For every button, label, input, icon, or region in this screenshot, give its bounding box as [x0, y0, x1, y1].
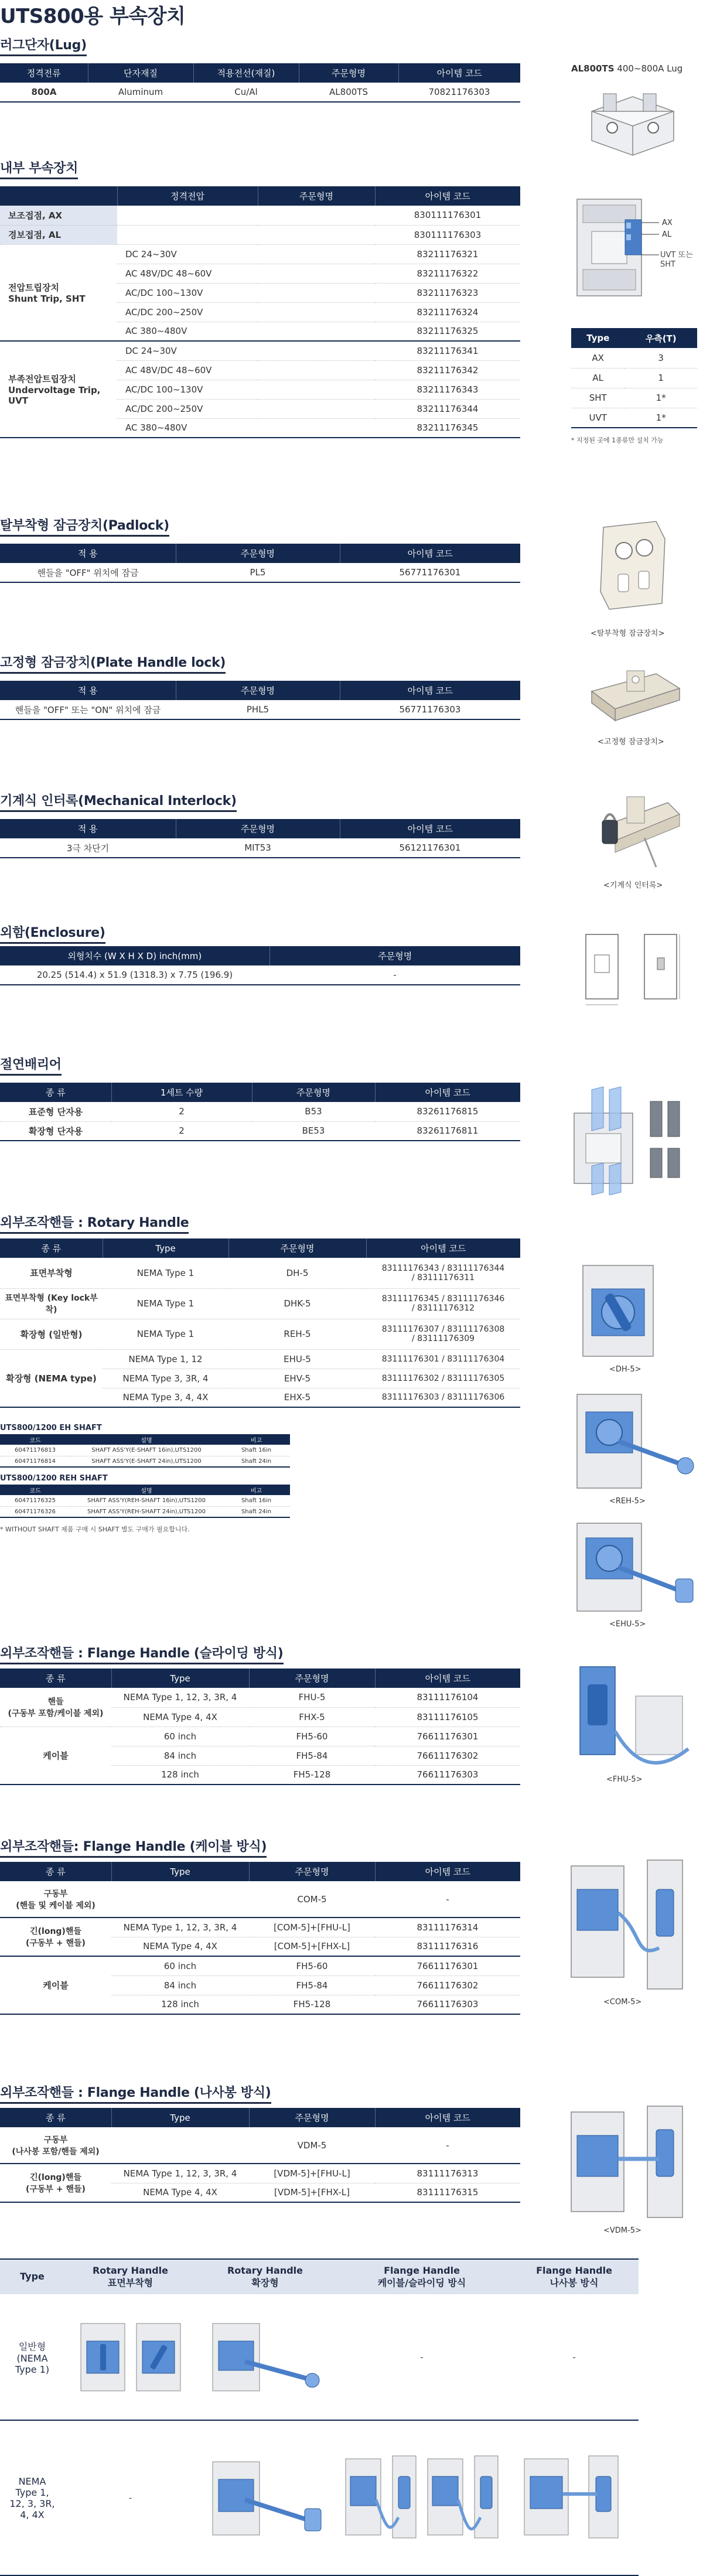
lug-cell: Aluminum: [88, 83, 193, 102]
flange-cable-cell: 60 inch: [111, 1956, 249, 1975]
internal-cell: 83211176343: [375, 380, 520, 399]
rotary-header: 주문형명: [228, 1238, 366, 1258]
interlock-cell: 3극 차단기: [0, 838, 176, 858]
rotary-cell: EHX-5: [228, 1388, 366, 1407]
internal-cell: AC 380~480V: [117, 418, 258, 438]
compare-header: Rotary Handle 표면부착형: [64, 2259, 196, 2294]
flange-screw-cell: NEMA Type 1, 12, 3, 3R, 4: [111, 2164, 249, 2183]
rotary-cell: EHU-5: [228, 1349, 366, 1369]
barrier-cell: 2: [111, 1102, 252, 1121]
rotary-cell: NEMA Type 3, 3R, 4: [103, 1369, 228, 1388]
flange-cable-header: 종 류: [0, 1862, 111, 1881]
flange-cable-table: [0, 1862, 520, 2015]
rotary-cell: NEMA Type 1: [103, 1319, 228, 1349]
compare-nema-illustration: [204, 2450, 327, 2544]
flange-slide-handle-label: 핸들 (구동부 포함/케이블 제외): [0, 1688, 111, 1727]
flange-cable-header: 주문형명: [249, 1862, 375, 1881]
flange-screw-cell: 83111176313: [375, 2164, 520, 2183]
flange-slide-cell: 84 inch: [111, 1746, 249, 1765]
rotary-header: 아이템 코드: [366, 1238, 520, 1258]
rotary-table: [0, 1238, 520, 1408]
reh-shaft-table: [0, 1485, 290, 1518]
fig-label-al: AL: [662, 230, 672, 239]
compare-header: Flange Handle 나사봉 방식: [510, 2259, 639, 2294]
page-title: UTS800용 부속장치: [0, 5, 186, 28]
flange-cable-cable-label: 케이블: [0, 1956, 111, 2014]
flange-slide-header: Type: [111, 1669, 249, 1688]
reh-shaft-cell: SHAFT ASS'Y(REH-SHAFT 24in),UTS1200: [70, 1506, 223, 1517]
fhu5-illustration: [571, 1661, 697, 1772]
ehu5-caption: <EHU-5>: [609, 1620, 646, 1629]
flange-screw-cell: 83111176315: [375, 2183, 520, 2202]
internal-table: [0, 186, 520, 438]
reh5-illustration: [571, 1388, 697, 1494]
rotary-cell: 표면부착형: [0, 1258, 103, 1288]
plate-section-title: 고정형 잠금장치(Plate Handle lock): [0, 653, 226, 674]
flange-cable-cell: [COM-5]+[FHU-L]: [249, 1918, 375, 1937]
flange-cable-cell: 84 inch: [111, 1975, 249, 1995]
internal-cell: AC/DC 200~250V: [117, 399, 258, 418]
internal-section-title: 내부 부속장치: [0, 158, 78, 179]
internal-al-label: 경보접점, AL: [0, 225, 117, 244]
fhu5-caption: <FHU-5>: [606, 1775, 643, 1784]
barrier-section-title: 절연배리어: [0, 1055, 62, 1076]
flange-cable-cell: FH5-60: [249, 1956, 375, 1975]
flange-screw-header: 종 류: [0, 2108, 111, 2127]
rotary-cell: DHK-5: [228, 1288, 366, 1319]
internal-cell: 83211176321: [375, 244, 520, 264]
compare-header: Type: [0, 2259, 64, 2294]
lug-cell: 800A: [0, 83, 88, 102]
lug-figure-caption: [571, 63, 682, 74]
padlock-cell: 핸들을 "OFF" 위치에 잠금: [0, 563, 176, 582]
flange-slide-cell: 76611176303: [375, 1765, 520, 1785]
flange-cable-cell: NEMA Type 4, 4X: [111, 1937, 249, 1956]
flange-screw-drive-label: 구동부 (나사봉 포함/핸들 제외): [0, 2127, 111, 2164]
eh-shaft-header: 설명: [70, 1434, 223, 1445]
interlock-header: 주문형명: [176, 819, 340, 838]
compare-surface-illustration: [72, 2315, 189, 2397]
padlock-header: 주문형명: [176, 544, 340, 563]
flange-cable-cell: 76611176303: [375, 1995, 520, 2014]
lug-figure-desc: 400~800A Lug: [617, 63, 683, 74]
flange-slide-cell: FH5-60: [249, 1727, 375, 1746]
interlock-cell: MIT53: [176, 838, 340, 858]
flange-screw-cell: [VDM-5]+[FHU-L]: [249, 2164, 375, 2183]
type-count-header: 우측(T): [624, 328, 697, 348]
eh-shaft-cell: Shaft 16in: [223, 1445, 290, 1456]
flange-slide-cable-label: 케이블: [0, 1727, 111, 1785]
rotary-cell: NEMA Type 1, 12: [103, 1349, 228, 1369]
compare-rotary-nema-cell: [196, 2420, 334, 2575]
reh-shaft-cell: Shaft 24in: [223, 1506, 290, 1517]
internal-cell: 83211176344: [375, 399, 520, 418]
flange-screw-cell: VDM-5: [249, 2127, 375, 2164]
shaft-note: * WITHOUT SHAFT 제품 구매 시 SHAFT 별도 구매가 필요합니다.: [0, 1526, 190, 1533]
lug-header: 정격전류: [0, 63, 88, 83]
flange-screw-cell: [VDM-5]+[FHX-L]: [249, 2183, 375, 2202]
rotary-cell: NEMA Type 1: [103, 1288, 228, 1319]
compare-header: Flange Handle 케이블/슬라이딩 방식: [334, 2259, 510, 2294]
interlock-header: 적 용: [0, 819, 176, 838]
compare-ext-illustration: [204, 2315, 327, 2397]
interlock-table: [0, 819, 520, 858]
interlock-section-title: 기계식 인터록(Mechanical Interlock): [0, 791, 237, 812]
internal-cell: AC/DC 100~130V: [117, 380, 258, 399]
barrier-header: 주문형명: [252, 1083, 375, 1102]
type-count-note: * 지정된 곳에 1종류만 설치 가능: [571, 436, 664, 444]
eh-shaft-cell: SHAFT ASS'Y(E-SHAFT 24in),UTS1200: [70, 1456, 223, 1467]
type-count-cell: 1: [624, 368, 697, 388]
reh5-caption: <REH-5>: [609, 1497, 646, 1506]
lug-cell: 70821176303: [398, 83, 520, 102]
interlock-illustration: [592, 785, 685, 873]
reh-shaft-header: 설명: [70, 1485, 223, 1495]
plate-cell: 핸들을 "OFF" 또는 "ON" 위치에 잠금: [0, 700, 176, 719]
eh-shaft-cell: SHAFT ASS'Y(E-SHAFT 16in),UTS1200: [70, 1445, 223, 1456]
internal-cell: AC 380~480V: [117, 322, 258, 341]
padlock-caption: <탈부착형 잠금장치>: [591, 629, 665, 638]
lug-table: [0, 63, 520, 103]
reh-shaft-header: 비고: [223, 1485, 290, 1495]
barrier-header: 종 류: [0, 1083, 111, 1102]
breaker-accessory-illustration: [571, 187, 694, 305]
internal-cell: AC 48V/DC 48~60V: [117, 264, 258, 283]
flange-cable-cell: FH5-84: [249, 1975, 375, 1995]
reh-shaft-cell: 60471176325: [0, 1495, 70, 1506]
lug-illustration: [580, 76, 685, 158]
type-count-cell: AL: [571, 368, 624, 388]
flange-slide-cell: 76611176301: [375, 1727, 520, 1746]
ehu5-illustration: [571, 1517, 697, 1617]
flange-cable-cell: NEMA Type 1, 12, 3, 3R, 4: [111, 1918, 249, 1937]
rotary-nema-label: 확장형 (NEMA type): [0, 1349, 103, 1407]
rotary-header: Type: [103, 1238, 228, 1258]
compare-dash: -: [510, 2294, 639, 2420]
rotary-cell: REH-5: [228, 1319, 366, 1349]
flange-slide-cell: 128 inch: [111, 1765, 249, 1785]
eh-shaft-header: 비고: [223, 1434, 290, 1445]
internal-cell: 83211176324: [375, 302, 520, 322]
barrier-cell: BE53: [252, 1121, 375, 1141]
handle-comparison-table: [0, 2258, 639, 2576]
flange-slide-cell: NEMA Type 1, 12, 3, 3R, 4: [111, 1688, 249, 1707]
type-count-table: [571, 328, 697, 428]
padlock-table: [0, 544, 520, 583]
padlock-header: 아이템 코드: [340, 544, 520, 563]
compare-header: Rotary Handle 확장형: [196, 2259, 334, 2294]
internal-cell: 83211176341: [375, 341, 520, 360]
flange-slide-header: 주문형명: [249, 1669, 375, 1688]
padlock-illustration: [592, 516, 674, 615]
flange-cable-cell: -: [375, 1881, 520, 1918]
internal-header: 주문형명: [258, 186, 375, 206]
internal-ax-label: 보조접점, AX: [0, 206, 117, 225]
padlock-cell: PL5: [176, 563, 340, 582]
type-count-cell: 3: [624, 348, 697, 368]
rotary-cell: EHV-5: [228, 1369, 366, 1388]
barrier-header: 1세트 수량: [111, 1083, 252, 1102]
rotary-cell: 표면부착형 (Key lock부착): [0, 1288, 103, 1319]
lug-header: 주문형명: [299, 63, 398, 83]
flange-slide-cell: FHU-5: [249, 1688, 375, 1707]
compare-flange-cable-illustration: [340, 2447, 504, 2547]
barrier-header: 아이템 코드: [375, 1083, 520, 1102]
flange-slide-cell: 60 inch: [111, 1727, 249, 1746]
internal-cell: 83211176342: [375, 360, 520, 380]
internal-ax-code: 830111176301: [375, 206, 520, 225]
flange-cable-cell: 128 inch: [111, 1995, 249, 2014]
flange-slide-cell: 76611176302: [375, 1746, 520, 1765]
flange-cable-header: Type: [111, 1862, 249, 1881]
internal-header: 아이템 코드: [375, 186, 520, 206]
rotary-header: 종 류: [0, 1238, 103, 1258]
plate-cell: PHL5: [176, 700, 340, 719]
internal-cell: AC/DC 200~250V: [117, 302, 258, 322]
plate-table: [0, 681, 520, 720]
interlock-cell: 56121176301: [340, 838, 520, 858]
internal-header: [0, 186, 117, 206]
type-count-cell: SHT: [571, 388, 624, 408]
flange-slide-cell: FH5-128: [249, 1765, 375, 1785]
type-count-cell: AX: [571, 348, 624, 368]
plate-header: 주문형명: [176, 681, 340, 700]
enclosure-table: [0, 946, 520, 985]
lug-header: 적용전선(재질): [193, 63, 299, 83]
internal-cell: AC/DC 100~130V: [117, 283, 258, 302]
barrier-cell: 83261176815: [375, 1102, 520, 1121]
fig-label-uvt-sht: UVT 또는 SHT: [660, 251, 693, 269]
fig-label-ax: AX: [662, 219, 673, 227]
flange-slide-cell: 83111176104: [375, 1688, 520, 1707]
flange-cable-cell: [COM-5]+[FHX-L]: [249, 1937, 375, 1956]
dh5-caption: <DH-5>: [609, 1365, 641, 1374]
dh5-illustration: [571, 1260, 688, 1362]
barrier-table: [0, 1083, 520, 1141]
internal-cell: AC 48V/DC 48~60V: [117, 360, 258, 380]
internal-header: 정격전압: [117, 186, 258, 206]
compare-row-label: 일반형 (NEMA Type 1): [0, 2294, 64, 2420]
flange-screw-cell: [111, 2127, 249, 2164]
compare-dash: -: [334, 2294, 510, 2420]
flange-slide-header: 아이템 코드: [375, 1669, 520, 1688]
flange-cable-section-title: 외부조작핸들: Flange Handle (케이블 방식): [0, 1837, 267, 1858]
lug-header: 아이템 코드: [398, 63, 520, 83]
plate-header: 적 용: [0, 681, 176, 700]
vdm5-caption: <VDM-5>: [603, 2226, 641, 2235]
plate-header: 아이템 코드: [340, 681, 520, 700]
flange-cable-cell: [111, 1881, 249, 1918]
com5-illustration: [565, 1854, 697, 1995]
flange-cable-cell: FH5-128: [249, 1995, 375, 2014]
type-count-cell: UVT: [571, 408, 624, 428]
plate-lock-illustration: [586, 662, 685, 726]
reh-shaft-cell: 60471176326: [0, 1506, 70, 1517]
flange-slide-header: 종 류: [0, 1669, 111, 1688]
enclosure-section-title: 외함(Enclosure): [0, 923, 105, 944]
eh-shaft-cell: Shaft 24in: [223, 1456, 290, 1467]
internal-uvt-label: 부족전압트립장치 Undervoltage Trip, UVT: [0, 341, 117, 438]
type-count-cell: 1*: [624, 408, 697, 428]
internal-cell: 83211176322: [375, 264, 520, 283]
enclosure-cell: 20.25 (514.4) x 51.9 (1318.3) x 7.75 (196.9): [0, 965, 269, 985]
eh-shaft-cell: 60471176814: [0, 1456, 70, 1467]
interlock-caption: <기계식 인터록>: [603, 881, 663, 890]
padlock-cell: 56771176301: [340, 563, 520, 582]
rotary-cell: NEMA Type 3, 4, 4X: [103, 1388, 228, 1407]
compare-rotary-ext-cell: [196, 2294, 334, 2420]
internal-al-code: 830111176303: [375, 225, 520, 244]
plate-cell: 56771176303: [340, 700, 520, 719]
compare-rotary-surface-cell: [64, 2294, 196, 2420]
rotary-cell: DH-5: [228, 1258, 366, 1288]
rotary-section-title: 외부조작핸들 : Rotary Handle: [0, 1213, 189, 1234]
type-count-cell: 1*: [624, 388, 697, 408]
internal-cell: 83211176345: [375, 418, 520, 438]
flange-slide-cell: NEMA Type 4, 4X: [111, 1707, 249, 1727]
reh-shaft-cell: SHAFT ASS'Y(REH-SHAFT 16in),UTS1200: [70, 1495, 223, 1506]
flange-cable-header: 아이템 코드: [375, 1862, 520, 1881]
flange-slide-table: [0, 1669, 520, 1785]
barrier-cell: B53: [252, 1102, 375, 1121]
enclosure-header: 주문형명: [269, 946, 520, 965]
lug-cell: AL800TS: [299, 83, 398, 102]
rotary-cell: 83111176302 / 83111176305: [366, 1369, 520, 1388]
flange-screw-section-title: 외부조작핸들 : Flange Handle (나사봉 방식): [0, 2083, 271, 2104]
flange-cable-cell: COM-5: [249, 1881, 375, 1918]
enclosure-header: 외형치수 (W X H X D) inch(mm): [0, 946, 269, 965]
lug-header: 단자재질: [88, 63, 193, 83]
padlock-section-title: 탈부착형 잠금장치(Padlock): [0, 516, 169, 537]
lug-figure-model: AL800TS: [571, 63, 615, 74]
rotary-cell: 83111176303 / 83111176306: [366, 1388, 520, 1407]
eh-shaft-table: [0, 1434, 290, 1468]
enclosure-cell: -: [269, 965, 520, 985]
flange-slide-cell: FHX-5: [249, 1707, 375, 1727]
reh-shaft-cell: Shaft 16in: [223, 1495, 290, 1506]
barrier-cell: 83261176811: [375, 1121, 520, 1141]
internal-cell: 83211176323: [375, 283, 520, 302]
flange-slide-cell: 83111176105: [375, 1707, 520, 1727]
flange-screw-header: 주문형명: [249, 2108, 375, 2127]
plate-caption: <고정형 잠금장치>: [598, 738, 664, 746]
interlock-header: 아이템 코드: [340, 819, 520, 838]
internal-cell: DC 24~30V: [117, 341, 258, 360]
barrier-cell: 확장형 단자용: [0, 1121, 111, 1141]
vdm5-illustration: [565, 2100, 697, 2226]
flange-cable-cell: 83111176314: [375, 1918, 520, 1937]
internal-cell: 83211176325: [375, 322, 520, 341]
padlock-header: 적 용: [0, 544, 176, 563]
barrier-cell: 2: [111, 1121, 252, 1141]
flange-cable-cell: 76611176302: [375, 1975, 520, 1995]
flange-screw-header: 아이템 코드: [375, 2108, 520, 2127]
eh-shaft-header: 코드: [0, 1434, 70, 1445]
eh-shaft-title: UTS800/1200 EH SHAFT: [0, 1424, 102, 1432]
lug-cell: Cu/Al: [193, 83, 299, 102]
enclosure-drawing: [580, 929, 685, 1011]
compare-flange-cable-cell: [334, 2420, 510, 2575]
rotary-cell: 83111176301 / 83111176304: [366, 1349, 520, 1369]
flange-slide-cell: FH5-84: [249, 1746, 375, 1765]
flange-screw-long-label: 긴(long)핸들 (구동부 + 핸들): [0, 2164, 111, 2202]
flange-screw-header: Type: [111, 2108, 249, 2127]
flange-cable-long-label: 긴(long)핸들 (구동부 + 핸들): [0, 1918, 111, 1956]
flange-cable-cell: 76611176301: [375, 1956, 520, 1975]
barrier-illustration: [568, 1084, 691, 1195]
compare-row-label: NEMA Type 1, 12, 3, 3R, 4, 4X: [0, 2420, 64, 2575]
rotary-cell: 83111176307 / 83111176308 / 83111176309: [366, 1319, 520, 1349]
flange-screw-table: [0, 2108, 520, 2203]
rotary-cell: 확장형 (일반형): [0, 1319, 103, 1349]
reh-shaft-title: UTS800/1200 REH SHAFT: [0, 1474, 108, 1483]
barrier-cell: 표준형 단자용: [0, 1102, 111, 1121]
rotary-cell: 83111176345 / 83111176346 / 83111176312: [366, 1288, 520, 1319]
eh-shaft-cell: 60471176813: [0, 1445, 70, 1456]
com5-caption: <COM-5>: [603, 1998, 642, 2007]
rotary-cell: 83111176343 / 83111176344 / 83111176311: [366, 1258, 520, 1288]
flange-cable-drive-label: 구동부 (핸들 및 케이블 제외): [0, 1881, 111, 1918]
compare-flange-screw-cell: [510, 2420, 639, 2575]
internal-shunt-label: 전압트립장치 Shunt Trip, SHT: [0, 244, 117, 341]
type-count-header: Type: [571, 328, 624, 348]
flange-slide-section-title: 외부조작핸들 : Flange Handle (슬라이딩 방식): [0, 1643, 284, 1664]
flange-cable-cell: 83111176316: [375, 1937, 520, 1956]
flange-screw-cell: NEMA Type 4, 4X: [111, 2183, 249, 2202]
reh-shaft-header: 코드: [0, 1485, 70, 1495]
compare-dash: -: [64, 2420, 196, 2575]
internal-cell: DC 24~30V: [117, 244, 258, 264]
compare-flange-screw-illustration: [516, 2447, 633, 2547]
flange-screw-cell: -: [375, 2127, 520, 2164]
lug-section-title: 러그단자(Lug): [0, 35, 87, 56]
rotary-cell: NEMA Type 1: [103, 1258, 228, 1288]
